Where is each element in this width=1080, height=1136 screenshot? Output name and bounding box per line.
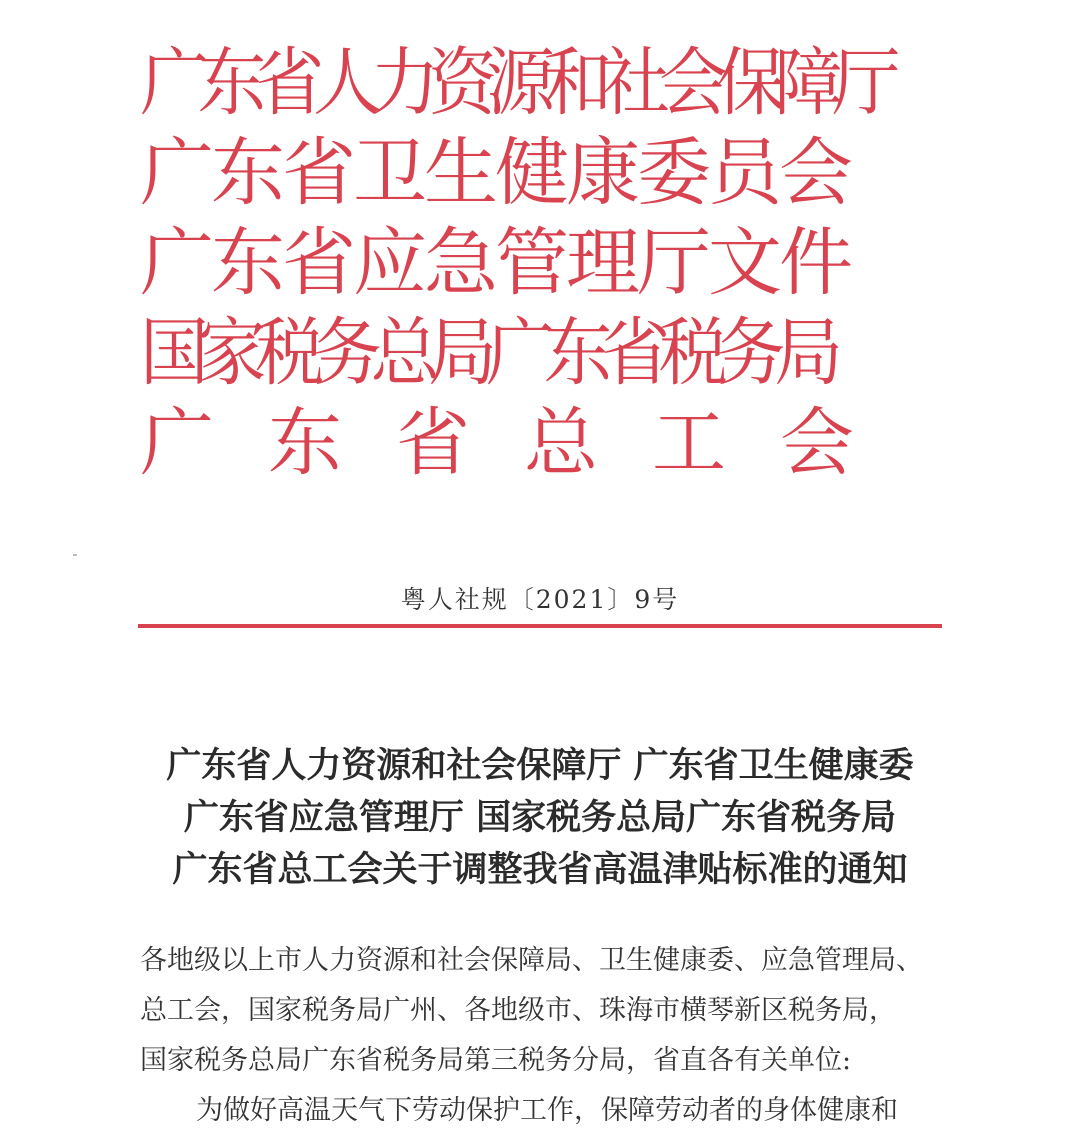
document-body bbox=[140, 936, 960, 1136]
issuer-federation-of-trade-unions: 广东省总工会 bbox=[140, 400, 908, 486]
body-line-2: 总工会，国家税务局广州、各地级市、珠海市横琴新区税务局， bbox=[140, 995, 896, 1026]
body-line-1: 各地级以上市人力资源和社会保障局、卫生健康委、应急管理局、 bbox=[140, 945, 923, 976]
body-line-4: 为做好高温天气下劳动保护工作，保障劳动者的身体健康和 bbox=[196, 1095, 898, 1126]
issuer-emergency-management: 广东省应急管理厅文件 bbox=[140, 220, 850, 306]
title-line-1: 广东省人力资源和社会保障厅 广东省卫生健康委 bbox=[166, 745, 914, 786]
issuer-health-commission: 广东省卫生健康委员会 bbox=[140, 130, 850, 216]
document-number: 粤人社规〔2021〕9号 bbox=[400, 585, 680, 614]
title-line-3: 广东省总工会关于调整我省高温津贴标准的通知 bbox=[172, 849, 908, 890]
title-line-2: 广东省应急管理厅 国家税务总局广东省税务局 bbox=[183, 797, 897, 838]
issuer-tax-bureau: 国家税务总局广东省税务局 bbox=[140, 310, 832, 396]
red-divider bbox=[138, 624, 942, 628]
issuer-header bbox=[140, 38, 940, 488]
body-line-3: 国家税务总局广东省税务局第三税务分局，省直各有关单位: bbox=[140, 1045, 852, 1076]
issuer-hrss: 广东省人力资源和社会保障厅 bbox=[140, 40, 890, 126]
scan-speck bbox=[73, 554, 77, 556]
document-title bbox=[0, 740, 1080, 896]
